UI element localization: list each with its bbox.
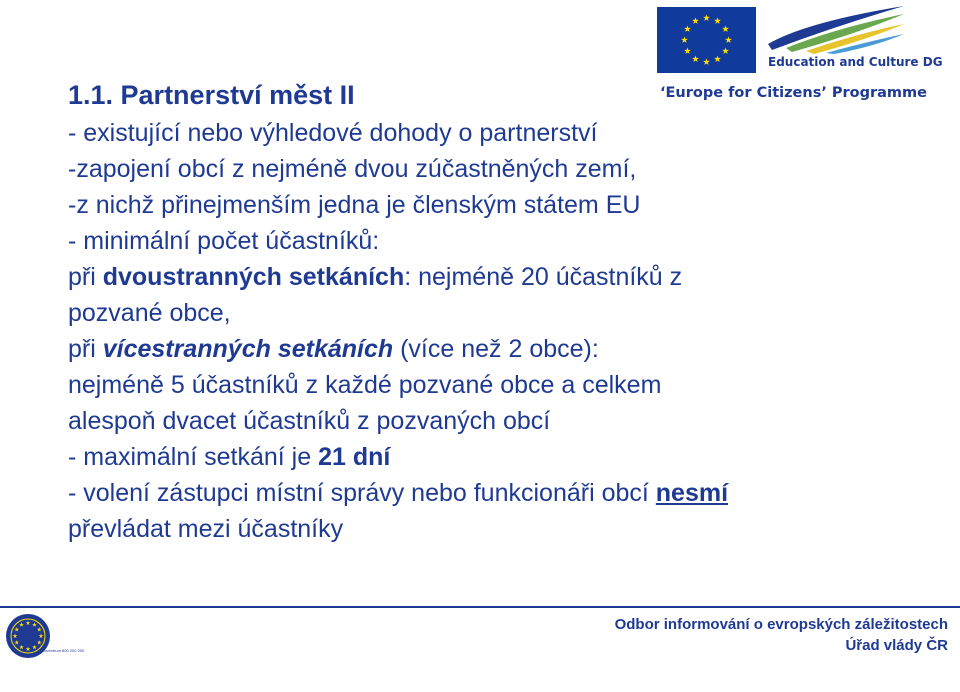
body-line-1: - existující nebo výhledové dohody o partnerství bbox=[68, 119, 598, 147]
max-days-text: 21 dní bbox=[318, 443, 391, 471]
body-line-11: - volení zástupci místní správy nebo funkcionáři obcí nesmí bbox=[68, 479, 729, 507]
footer-office: Úřad vlády ČR bbox=[845, 637, 948, 654]
eu-flag-icon bbox=[657, 7, 756, 73]
body-line-3: -z nichž přinejmenším jedna je členským státem EU bbox=[68, 191, 641, 219]
footer-divider bbox=[0, 606, 960, 608]
bilateral-meetings-text: dvoustranných setkáních bbox=[102, 263, 405, 291]
culture-swoosh-logo bbox=[766, 4, 906, 54]
body-line-7: při vícestranných setkáních (více než 2 obce): bbox=[68, 335, 599, 363]
dg-name: Education and Culture DG bbox=[768, 55, 943, 69]
body-line-2: -zapojení obcí z nejméně dvou zúčastněných zemí, bbox=[68, 155, 637, 183]
programme-name: ‘Europe for Citizens’ Programme bbox=[660, 85, 927, 101]
footer-department: Odbor informování o evropských záležitostech bbox=[614, 616, 948, 633]
body-line-5: při dvoustranných setkáních: nejméně 20 účastníků z bbox=[68, 263, 683, 291]
body-line-12: převládat mezi účastníky bbox=[68, 515, 344, 543]
slide-body bbox=[68, 115, 938, 547]
seal-caption: Eurocentrum 800 200 200 bbox=[38, 648, 85, 653]
body-line-10: - maximální setkání je 21 dní bbox=[68, 443, 391, 471]
body-line-9: alespoň dvacet účastníků z pozvaných obcí bbox=[68, 407, 551, 435]
body-line-4: - minimální počet účastníků: bbox=[68, 227, 380, 255]
must-not-text: nesmí bbox=[655, 479, 729, 507]
body-line-8: nejméně 5 účastníků z každé pozvané obce a celkem bbox=[68, 371, 662, 399]
slide-title: 1.1. Partnerství měst II bbox=[68, 80, 355, 110]
multilateral-meetings-text: vícestranných setkáních bbox=[102, 335, 394, 363]
body-line-6: pozvané obce, bbox=[68, 299, 231, 327]
